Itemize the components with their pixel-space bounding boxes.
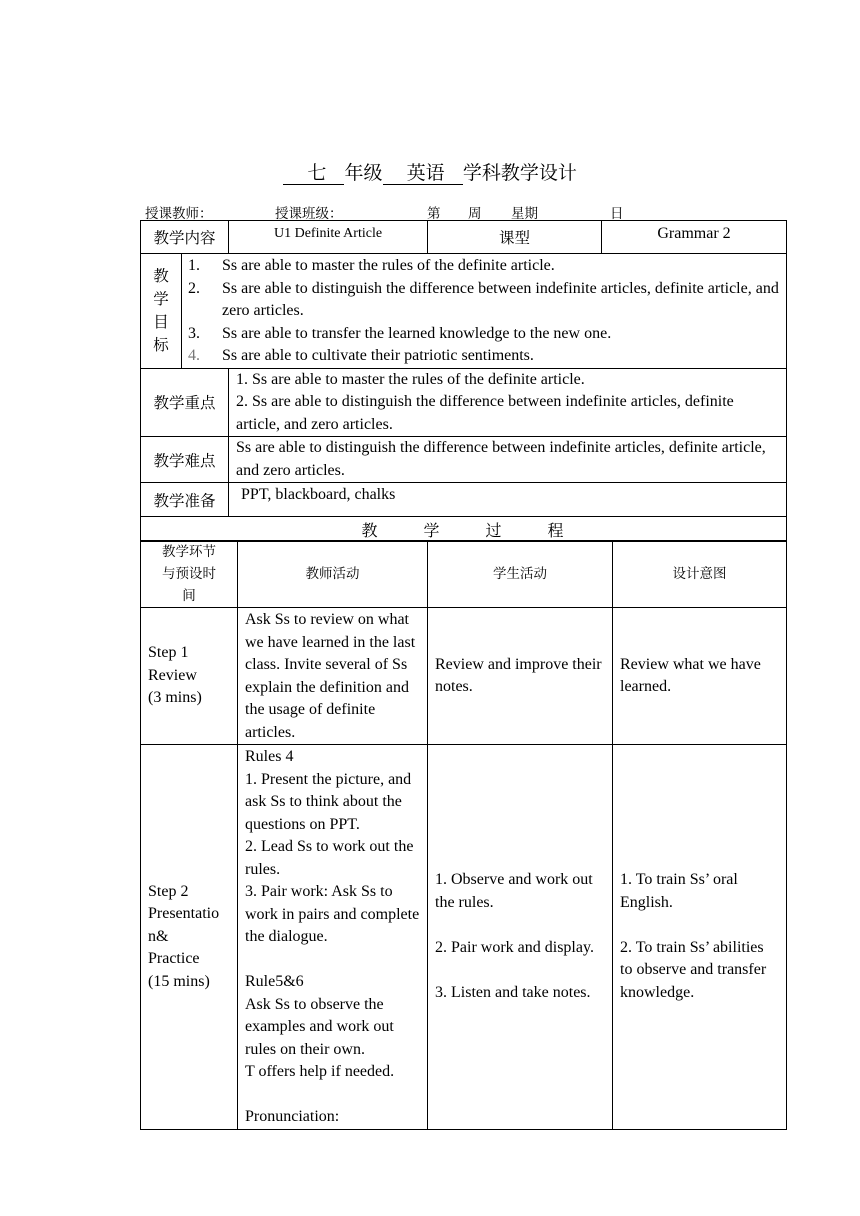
difficulties-text: Ss are able to distinguish the difference between indefinite articles, definite article, and zero articles.	[229, 437, 787, 483]
objectives-label-char: 教	[153, 266, 169, 285]
objectives-row	[141, 254, 787, 369]
key-points-label: 教学重点	[141, 368, 229, 437]
objective-text: Ss are able to cultivate their patriotic sentiments.	[222, 347, 534, 364]
step-line: Review	[148, 666, 197, 684]
objective-text: Ss are able to transfer the learned knowledge to the new one.	[222, 324, 612, 342]
step-line: Step 1	[148, 644, 189, 662]
subject-value: 英语	[406, 162, 445, 184]
header-design-intent: 设计意图	[613, 541, 787, 608]
preparation-label: 教学准备	[141, 483, 229, 517]
difficulties-label: 教学难点	[141, 437, 229, 483]
grade-blank	[283, 162, 344, 185]
design-intent-cell	[613, 745, 787, 1130]
student-activity-line: 3. Listen and take notes.	[435, 983, 591, 1001]
subject-blank	[383, 162, 463, 185]
lesson-info-table	[140, 220, 787, 542]
difficulties-row	[141, 437, 787, 483]
student-activity-line: 2. Pair work and display.	[435, 938, 594, 956]
process-table	[140, 540, 787, 1130]
step-line: Step 2	[148, 882, 189, 900]
objective-text: Ss are able to distinguish the difference between indefinite articles, definite article, and zero articles.	[222, 279, 779, 319]
spacer	[245, 949, 421, 972]
header-student-activity: 学生活动	[428, 541, 613, 608]
step-cell	[141, 745, 238, 1130]
content-value: U1 Definite Article	[229, 221, 428, 254]
step-row	[141, 608, 787, 745]
preparation-text: PPT, blackboard, chalks	[229, 483, 787, 517]
weekday-label: 星期	[511, 206, 538, 222]
spacer	[435, 959, 606, 982]
objective-item	[182, 278, 786, 323]
objectives-label	[141, 254, 182, 369]
spacer	[435, 914, 606, 937]
student-activity-cell	[428, 608, 613, 745]
spacer	[245, 1084, 421, 1107]
spacer	[620, 914, 780, 937]
teacher-activity-line: Ask Ss to observe the examples and work out rules on their own.	[245, 995, 394, 1058]
student-activity-text: Review and improve their notes.	[435, 655, 602, 695]
teacher-activity-line: 2. Lead Ss to work out the rules.	[245, 838, 414, 878]
content-row	[141, 221, 787, 254]
student-activity-line: 1. Observe and work out the rules.	[435, 871, 593, 911]
design-intent-text: Review what we have learned.	[620, 655, 761, 695]
teacher-activity-text: Ask Ss to review on what we have learned in the last class. Invite several of Ss explain the definition and the usage of definite articles.	[245, 611, 416, 741]
student-activity-cell	[428, 745, 613, 1130]
teacher-activity-line: T offers help if needed.	[245, 1063, 395, 1080]
objectives-list-cell	[182, 254, 787, 369]
content-label: 教学内容	[141, 221, 229, 254]
key-points-row	[141, 368, 787, 437]
objectives-list	[182, 254, 786, 368]
teacher-activity-line: 1. Present the picture, and ask Ss to think about the questions on PPT.	[245, 770, 412, 833]
teacher-activity-line: Rules 4	[245, 748, 294, 765]
teacher-activity-line: 3. Pair work: Ask Ss to work in pairs and complete the dialogue.	[245, 883, 420, 945]
design-intent-line: 2. To train Ss’ abilities to observe and transfer knowledge.	[620, 938, 767, 1001]
process-title	[141, 517, 787, 542]
design-intent-cell	[613, 608, 787, 745]
key-point-line: 1. Ss are able to master the rules of the definite article.	[236, 370, 585, 388]
di-label: 第	[427, 206, 441, 222]
objective-number: 1.	[188, 257, 200, 274]
grade-suffix: 年级	[344, 162, 383, 184]
info-line	[145, 202, 785, 220]
objective-number: 2.	[188, 279, 200, 297]
objective-item	[182, 255, 786, 278]
process-title-char: 过	[485, 520, 504, 540]
header-step-time	[141, 541, 238, 608]
teacher-activity-line: Pronunciation:	[245, 1108, 340, 1125]
step-line: n&	[148, 927, 169, 945]
step-line: (3 mins)	[148, 689, 202, 707]
design-intent-line: 1. To train Ss’ oral English.	[620, 871, 738, 911]
step-line: Practice	[148, 950, 200, 967]
step-row	[141, 745, 787, 1130]
objective-number: 4.	[188, 347, 200, 364]
step-line: (15 mins)	[148, 972, 210, 990]
process-title-char: 程	[547, 520, 566, 540]
type-label: 课型	[428, 221, 602, 254]
header-step-time-text: 教学环节与预设时间	[162, 544, 216, 604]
objectives-label-char: 目	[153, 312, 169, 331]
teacher-activity-cell	[238, 608, 428, 745]
process-header-row	[141, 541, 787, 608]
document-title	[0, 158, 860, 185]
process-title-char: 教	[361, 520, 380, 540]
key-points-cell	[229, 368, 787, 437]
teacher-activity-line: Rule5&6	[245, 973, 304, 990]
step-line: Presentatio	[148, 905, 220, 922]
header-teacher-activity: 教师活动	[238, 541, 428, 608]
type-value: Grammar 2	[602, 221, 787, 254]
title-suffix: 学科教学设计	[462, 162, 577, 184]
class-field-label: 授课班级：	[275, 206, 343, 222]
objective-number: 3.	[188, 324, 200, 342]
grade-value: 七	[307, 162, 327, 184]
teacher-activity-cell	[238, 745, 428, 1130]
week-label: 周	[468, 206, 482, 222]
process-title-row	[141, 517, 787, 542]
objective-item	[182, 323, 786, 346]
key-point-line: 2. Ss are able to distinguish the difference between indefinite articles, definite article, and zero articles.	[236, 393, 734, 433]
day-label: 日	[610, 206, 624, 222]
objectives-label-char: 学	[153, 289, 169, 308]
step-cell	[141, 608, 238, 745]
preparation-row	[141, 483, 787, 517]
process-title-char: 学	[423, 520, 442, 540]
objective-text: Ss are able to master the rules of the definite article.	[222, 257, 555, 274]
objective-item	[182, 345, 786, 368]
teacher-field-label: 授课教师：	[145, 206, 213, 222]
objectives-label-char: 标	[153, 335, 169, 354]
